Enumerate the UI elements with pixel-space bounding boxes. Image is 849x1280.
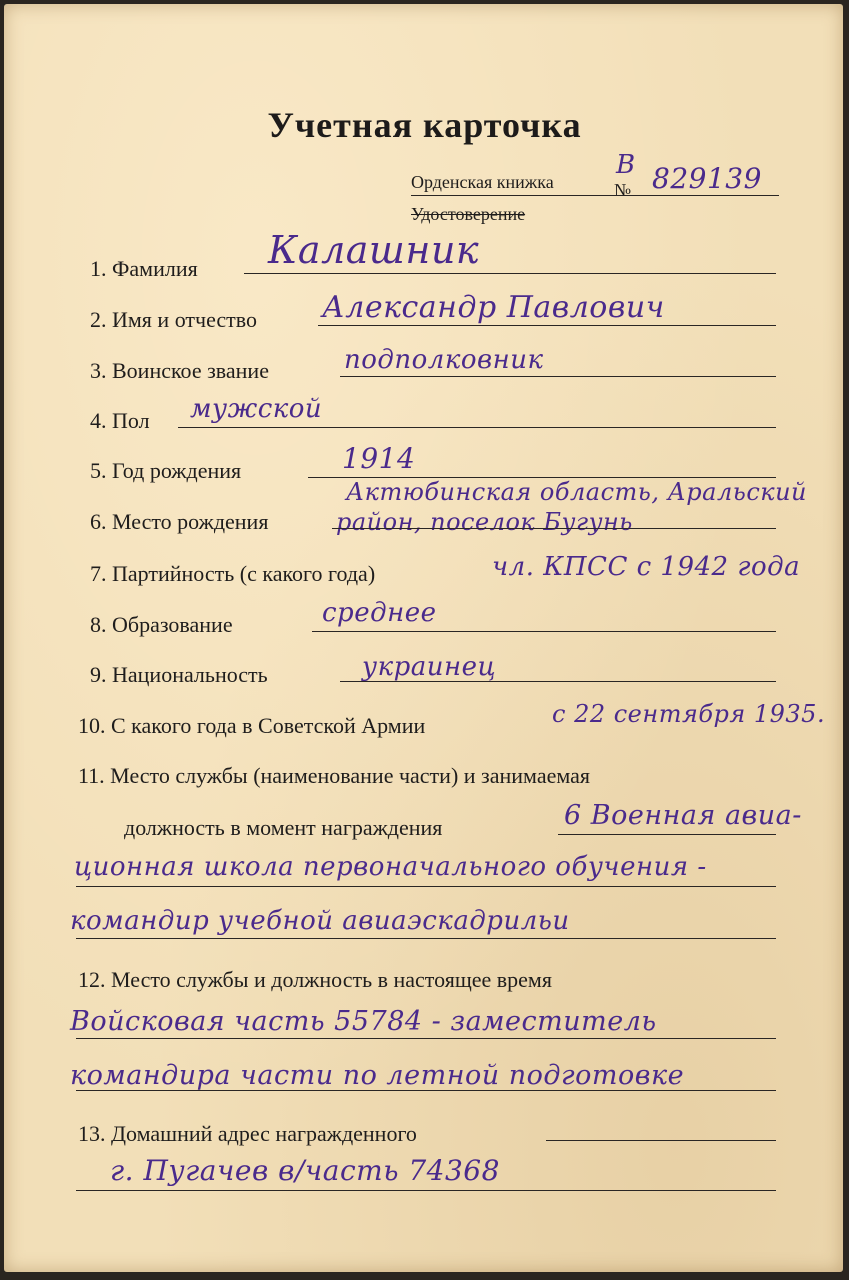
field-12-value-line2: командира части по летной подготовке [70,1060,685,1091]
field-2-line [318,325,776,326]
field-13-label: 13. Домашний адрес награжденного [78,1121,417,1146]
field-7-label: 7. Партийность (с какого года) [90,561,376,586]
field-5-label: 5. Год рождения [90,458,242,483]
field-11-value-line1: 6 Военная авиа- [564,800,802,831]
field-9-value: украинец [362,652,497,682]
field-12-value-line1: Войсковая часть 55784 - заместитель [70,1006,657,1037]
order-book-line [411,195,779,196]
number-sign: № [614,180,632,200]
field-11-line1 [558,834,776,835]
field-6-line [332,528,776,529]
field-11-value-line3: командир учебной авиаэскадрильи [70,906,570,936]
field-12-label: 12. Место службы и должность в настоящее время [78,967,552,992]
field-11-label-line1: 11. Место службы (наименование части) и занимаемая [78,763,591,788]
field-13-line1 [546,1140,776,1141]
order-book-series: В [616,150,636,180]
order-book-label: Орденская книжка [411,172,554,192]
field-1-value: Калашник [268,228,480,272]
field-8-line [312,631,776,632]
field-2-label: 2. Имя и отчество [90,307,258,332]
field-2-value: Александр Павлович [322,290,665,325]
field-10-value: с 22 сентября 1935. [552,700,826,728]
field-12-line1 [76,1038,776,1039]
field-8-label: 8. Образование [90,612,233,637]
field-3-value: подполковник [344,345,544,375]
field-5-value: 1914 [342,442,416,475]
field-6-value-line2: район, поселок Бугунь [336,508,633,536]
field-11-line3 [76,938,776,939]
field-9-line [340,681,776,682]
field-12-line2 [76,1090,776,1091]
field-11-label-line2: должность в момент награждения [124,815,443,840]
field-4-line [178,427,776,428]
field-7-value: чл. КПСС с 1942 года [492,552,801,582]
field-3-line [340,376,776,377]
field-10-label: 10. С какого года в Советской Армии [78,713,426,738]
field-3-label: 3. Воинское звание [90,358,269,383]
order-book-number: 829139 [652,162,762,195]
field-6-label: 6. Место рождения [90,509,269,534]
field-1-line [244,273,776,274]
field-8-value: среднее [322,598,437,628]
field-4-label: 4. Пол [90,408,150,433]
field-13-line2 [76,1190,776,1191]
field-4-value: мужской [190,394,323,424]
struck-certificate-label: Удостоверение [411,204,526,224]
field-13-value: г. Пугачев в/часть 74368 [110,1154,500,1187]
card-title: Учетная карточка [267,105,582,145]
field-6-value-line1: Актюбинская область, Аральский [346,478,808,506]
field-9-label: 9. Национальность [90,662,268,687]
field-11-line2 [76,886,776,887]
field-11-value-line2: ционная школа первоначального обучения - [74,852,707,882]
field-1-label: 1. Фамилия [90,256,198,281]
